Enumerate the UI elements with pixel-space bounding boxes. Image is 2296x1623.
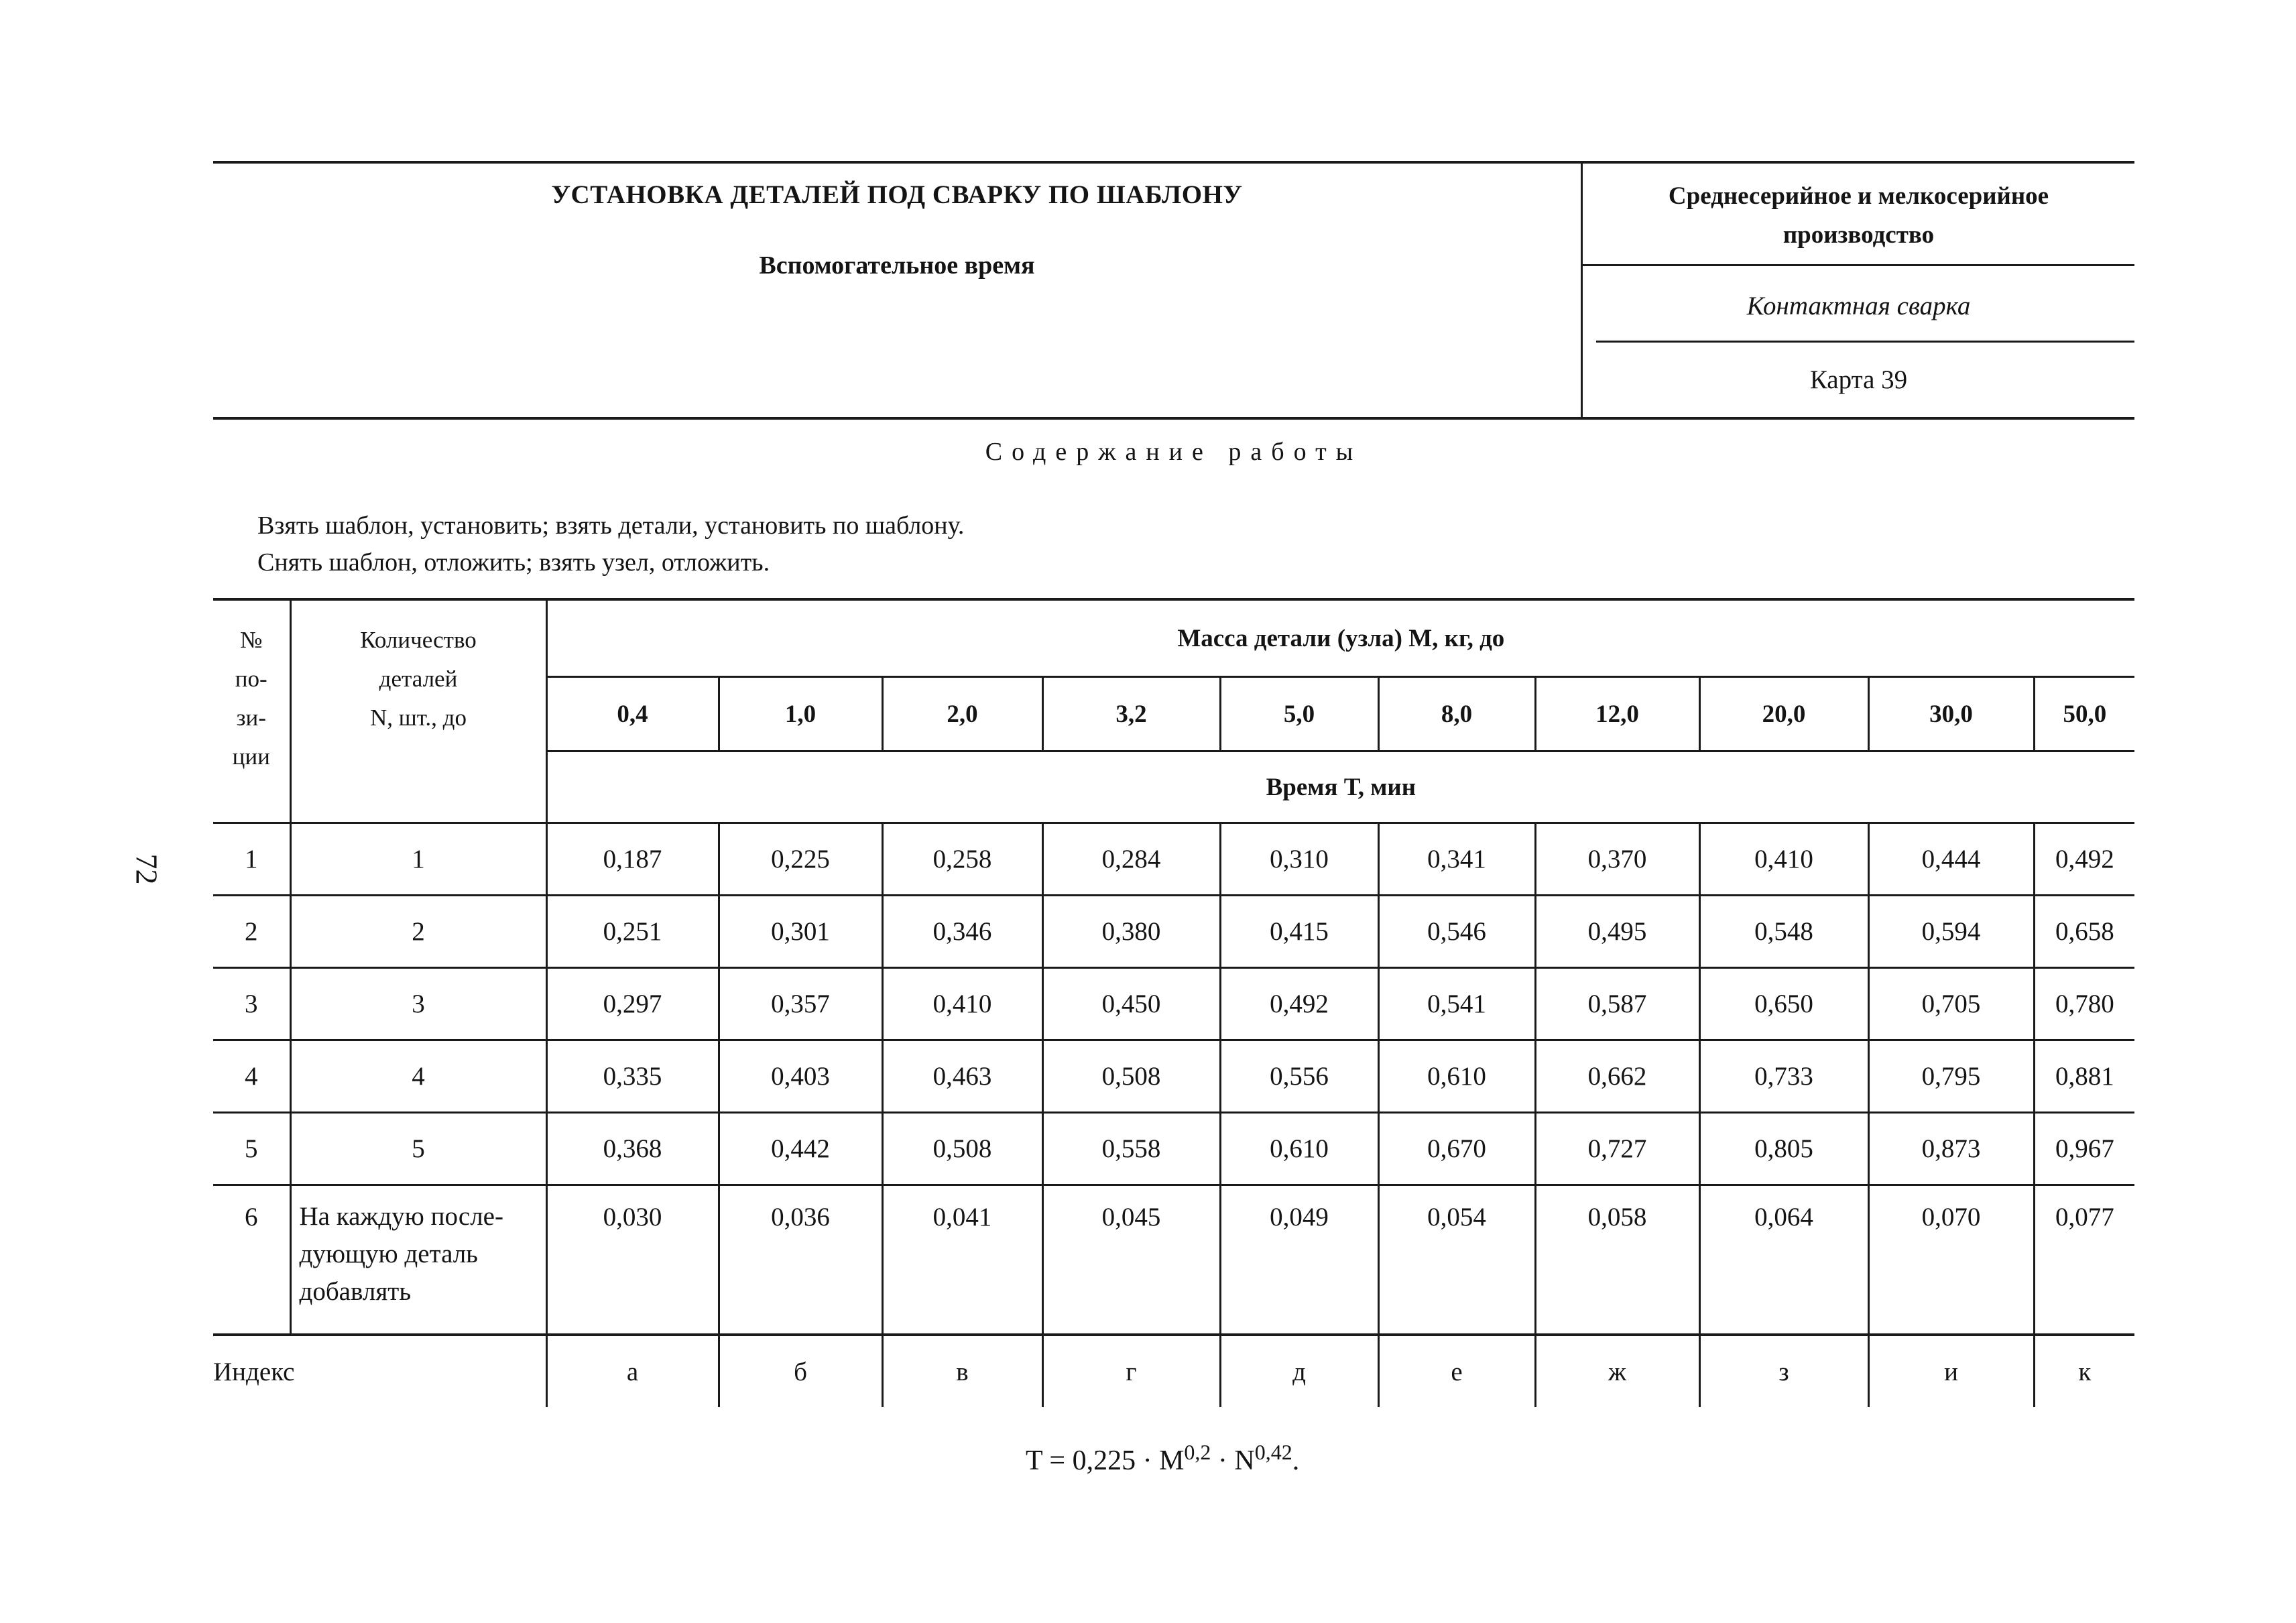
- welding-type: Контактная сварка: [1746, 292, 1971, 320]
- mass-value-header: 1,0: [719, 677, 882, 752]
- time-formula: [1026, 1440, 1299, 1477]
- table-row: [213, 1040, 2134, 1113]
- time-cell: 0,251: [546, 896, 719, 968]
- time-cell: 0,297: [546, 968, 719, 1040]
- table-row: [213, 1113, 2134, 1185]
- time-cell: 0,670: [1378, 1113, 1535, 1185]
- time-cell: 0,064: [1699, 1185, 1868, 1335]
- mass-value-header: 20,0: [1699, 677, 1868, 752]
- time-cell: 0,403: [719, 1040, 882, 1113]
- position-cell: 1: [213, 823, 290, 896]
- card-header: [213, 161, 2134, 420]
- time-cell: 0,967: [2034, 1113, 2134, 1185]
- header-text: Количество: [360, 627, 477, 653]
- index-cell: в: [882, 1335, 1042, 1407]
- header-text: по-: [235, 666, 267, 692]
- time-cell: 0,508: [1042, 1040, 1220, 1113]
- mass-value-header: 3,2: [1042, 677, 1220, 752]
- part-count-cell: 5: [290, 1113, 546, 1185]
- time-cell: 0,341: [1378, 823, 1535, 896]
- table-row: [213, 968, 2134, 1040]
- time-cell: 0,733: [1699, 1040, 1868, 1113]
- formula-exponent: 0,42: [1254, 1440, 1292, 1464]
- index-cell: е: [1378, 1335, 1535, 1407]
- time-cell: 0,070: [1868, 1185, 2034, 1335]
- header-text: №: [240, 627, 263, 653]
- description-line: На каждую после-: [299, 1202, 503, 1231]
- mass-header: Масса детали (узла) M, кг, до: [546, 599, 2134, 677]
- time-norms-table: [213, 598, 2134, 1407]
- time-cell: 0,310: [1220, 823, 1378, 896]
- time-cell: 0,442: [719, 1113, 882, 1185]
- part-count-cell: 3: [290, 968, 546, 1040]
- time-cell: 0,541: [1378, 968, 1535, 1040]
- time-cell: 0,284: [1042, 823, 1220, 896]
- time-cell: 0,610: [1378, 1040, 1535, 1113]
- production-type-line2: производство: [1783, 221, 1935, 249]
- time-cell: 0,045: [1042, 1185, 1220, 1335]
- additional-part-description: [290, 1185, 546, 1335]
- time-header: Время Т, мин: [546, 752, 2134, 823]
- part-count-cell: 2: [290, 896, 546, 968]
- time-cell: 0,705: [1868, 968, 2034, 1040]
- index-cell: к: [2034, 1335, 2134, 1407]
- time-cell: 0,546: [1378, 896, 1535, 968]
- time-cell: 0,805: [1699, 1113, 1868, 1185]
- mass-value-header: 2,0: [882, 677, 1042, 752]
- time-cell: 0,558: [1042, 1113, 1220, 1185]
- time-cell: 0,036: [719, 1185, 882, 1335]
- time-cell: 0,054: [1378, 1185, 1535, 1335]
- time-cell: 0,610: [1220, 1113, 1378, 1185]
- work-content-heading: Содержание работы: [985, 438, 1363, 466]
- part-count-column-header: [290, 599, 546, 823]
- time-cell: 0,450: [1042, 968, 1220, 1040]
- header-text: зи-: [236, 705, 266, 731]
- index-cell: и: [1868, 1335, 2034, 1407]
- page-number: 72: [129, 853, 164, 885]
- time-cell: 0,650: [1699, 968, 1868, 1040]
- time-cell: 0,041: [882, 1185, 1042, 1335]
- part-count-cell: 1: [290, 823, 546, 896]
- position-column-header: [213, 599, 290, 823]
- header-right-block: [1583, 164, 2134, 417]
- position-cell: 6: [213, 1185, 290, 1335]
- index-cell: ж: [1535, 1335, 1699, 1407]
- header-left-block: [213, 164, 1581, 417]
- production-type-line1: Среднесерийное и мелкосерийное: [1668, 182, 2049, 210]
- time-cell: 0,492: [2034, 823, 2134, 896]
- position-cell: 3: [213, 968, 290, 1040]
- mass-value-header: 50,0: [2034, 677, 2134, 752]
- part-count-cell: 4: [290, 1040, 546, 1113]
- time-cell: 0,301: [719, 896, 882, 968]
- time-cell: 0,410: [882, 968, 1042, 1040]
- index-cell: б: [719, 1335, 882, 1407]
- document-subtitle: Вспомогательное время: [759, 251, 1035, 280]
- time-cell: 0,444: [1868, 823, 2034, 896]
- time-cell: 0,049: [1220, 1185, 1378, 1335]
- mass-value-header: 12,0: [1535, 677, 1699, 752]
- formula-text: · N: [1211, 1445, 1255, 1476]
- index-cell: г: [1042, 1335, 1220, 1407]
- work-content-line: Взять шаблон, установить; взять детали, установить по шаблону.: [257, 512, 965, 540]
- description-line: добавлять: [299, 1277, 412, 1306]
- index-label: Индекс: [213, 1335, 546, 1407]
- formula-text: .: [1292, 1445, 1300, 1476]
- time-cell: 0,658: [2034, 896, 2134, 968]
- work-content-line: Снять шаблон, отложить; взять узел, отложить.: [257, 548, 770, 577]
- index-cell: а: [546, 1335, 719, 1407]
- time-cell: 0,795: [1868, 1040, 2034, 1113]
- time-cell: 0,346: [882, 896, 1042, 968]
- time-cell: 0,508: [882, 1113, 1042, 1185]
- time-cell: 0,873: [1868, 1113, 2034, 1185]
- header-text: N, шт., до: [370, 705, 467, 731]
- description-line: дующую деталь: [299, 1240, 478, 1268]
- mass-value-header: 5,0: [1220, 677, 1378, 752]
- time-cell: 0,370: [1535, 823, 1699, 896]
- production-type: [1583, 177, 2134, 255]
- time-cell: 0,077: [2034, 1185, 2134, 1335]
- time-cell: 0,410: [1699, 823, 1868, 896]
- table-row: [213, 1185, 2134, 1335]
- time-cell: 0,556: [1220, 1040, 1378, 1113]
- card-number: Карта 39: [1809, 365, 1908, 394]
- time-cell: 0,727: [1535, 1113, 1699, 1185]
- formula-exponent: 0,2: [1184, 1440, 1211, 1464]
- time-cell: 0,335: [546, 1040, 719, 1113]
- time-cell: 0,380: [1042, 896, 1220, 968]
- formula-text: T = 0,225 · M: [1026, 1445, 1185, 1476]
- time-cell: 0,594: [1868, 896, 2034, 968]
- position-cell: 5: [213, 1113, 290, 1185]
- time-cell: 0,780: [2034, 968, 2134, 1040]
- time-cell: 0,187: [546, 823, 719, 896]
- header-text: ции: [232, 743, 270, 770]
- index-cell: д: [1220, 1335, 1378, 1407]
- document-title: УСТАНОВКА ДЕТАЛЕЙ ПОД СВАРКУ ПО ШАБЛОНУ: [551, 180, 1243, 209]
- time-cell: 0,495: [1535, 896, 1699, 968]
- time-cell: 0,225: [719, 823, 882, 896]
- time-cell: 0,258: [882, 823, 1042, 896]
- time-cell: 0,463: [882, 1040, 1042, 1113]
- time-cell: 0,058: [1535, 1185, 1699, 1335]
- header-text: деталей: [379, 666, 458, 692]
- position-cell: 2: [213, 896, 290, 968]
- header-rule: [1596, 341, 2134, 343]
- time-cell: 0,881: [2034, 1040, 2134, 1113]
- table-row: [213, 896, 2134, 968]
- time-cell: 0,662: [1535, 1040, 1699, 1113]
- mass-value-header: 8,0: [1378, 677, 1535, 752]
- time-cell: 0,415: [1220, 896, 1378, 968]
- header-rule: [1583, 264, 2134, 266]
- table-row: [213, 823, 2134, 896]
- time-cell: 0,368: [546, 1113, 719, 1185]
- index-cell: з: [1699, 1335, 1868, 1407]
- position-cell: 4: [213, 1040, 290, 1113]
- time-cell: 0,357: [719, 968, 882, 1040]
- index-row: [213, 1335, 2134, 1407]
- time-cell: 0,492: [1220, 968, 1378, 1040]
- time-cell: 0,548: [1699, 896, 1868, 968]
- time-cell: 0,030: [546, 1185, 719, 1335]
- time-cell: 0,587: [1535, 968, 1699, 1040]
- mass-value-header: 30,0: [1868, 677, 2034, 752]
- mass-value-header: 0,4: [546, 677, 719, 752]
